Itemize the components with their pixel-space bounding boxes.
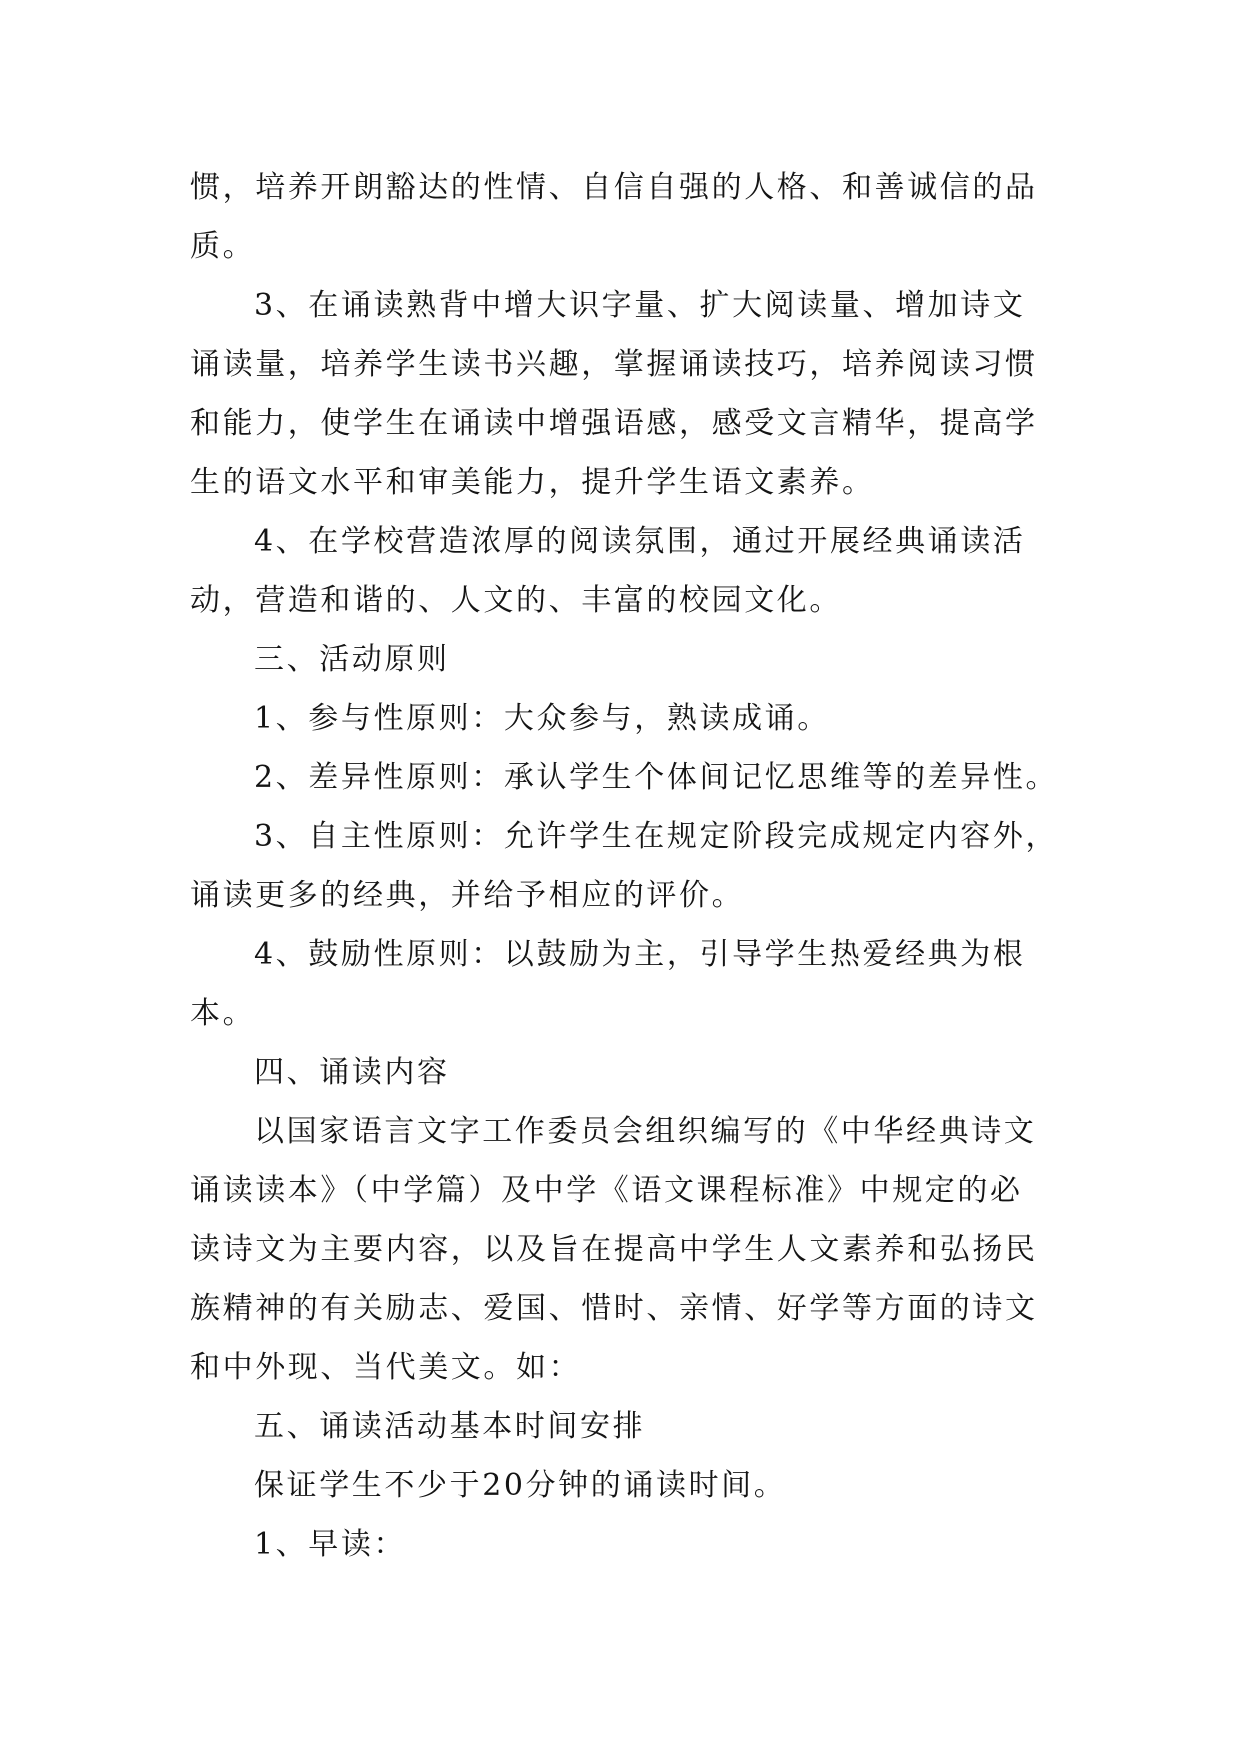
text-line: 族精神的有关励志、爱国、惜时、亲情、好学等方面的诗文 (190, 1291, 1038, 1326)
text-line: 惯，培养开朗豁达的性情、自信自强的人格、和善诚信的品 (190, 170, 1038, 205)
text-line: 诵读量，培养学生读书兴趣，掌握诵读技巧，培养阅读习惯 (190, 347, 1038, 382)
text-line: 和中外现、当代美文。如： (190, 1350, 582, 1385)
text-line: 以国家语言文字工作委员会组织编写的《中华经典诗文 (254, 1114, 1037, 1149)
text-line: 诵读更多的经典，并给予相应的评价。 (190, 878, 745, 913)
text-line: 生的语文水平和审美能力，提升学生语文素养。 (190, 465, 875, 500)
text-line: 2、差异性原则：承认学生个体间记忆思维等的差异性。 (254, 760, 1059, 795)
text-line: 4、在学校营造浓厚的阅读氛围，通过开展经典诵读活 (254, 524, 1026, 559)
text-line: 诵读读本》（中学篇）及中学《语文课程标准》中规定的必 (190, 1173, 1023, 1208)
text-line: 读诗文为主要内容，以及旨在提高中学生人文素养和弘扬民 (190, 1232, 1038, 1267)
text-line: 保证学生不少于20分钟的诵读时间。 (254, 1468, 787, 1503)
text-line: 3、自主性原则：允许学生在规定阶段完成规定内容外， (254, 819, 1059, 854)
text-line: 1、参与性原则：大众参与，熟读成诵。 (254, 701, 830, 736)
text-line: 质。 (190, 229, 256, 264)
text-line: 1、早读： (254, 1527, 407, 1562)
document-body (190, 158, 1058, 1574)
section-heading: 三、活动原则 (254, 642, 450, 677)
text-line: 3、在诵读熟背中增大识字量、扩大阅读量、增加诗文 (254, 288, 1026, 323)
section-heading: 四、诵读内容 (254, 1055, 450, 1090)
text-line: 和能力，使学生在诵读中增强语感，感受文言精华，提高学 (190, 406, 1038, 441)
section-heading: 五、诵读活动基本时间安排 (254, 1409, 646, 1444)
text-line: 本。 (190, 996, 256, 1031)
text-line: 4、鼓励性原则：以鼓励为主，引导学生热爱经典为根 (254, 937, 1026, 972)
text-line: 动，营造和谐的、人文的、丰富的校园文化。 (190, 583, 842, 618)
